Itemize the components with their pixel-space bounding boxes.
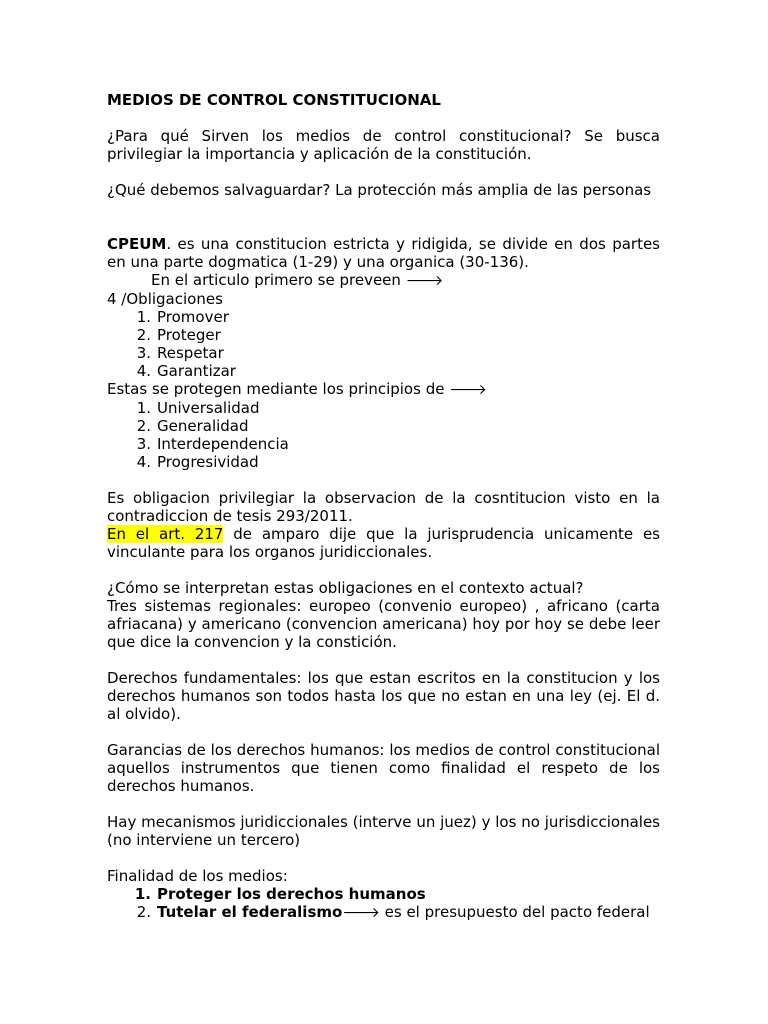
list-item [107, 885, 660, 903]
list-item-text: Respetar [157, 344, 224, 362]
right-arrow-icon: 🡒 [405, 273, 444, 289]
paragraph-mecanismos: Hay mecanismos juridiccionales (interve un juez) y los no jurisdiccionales (no interviene un tercero) [107, 813, 660, 849]
list-item [107, 326, 660, 344]
document-title: MEDIOS DE CONTROL CONSTITUCIONAL [107, 91, 441, 109]
principios-text: Estas se protegen mediante los principios de [107, 380, 450, 398]
list-item-text: Progresividad [157, 453, 259, 471]
list-item [107, 453, 660, 471]
list-item [107, 362, 660, 380]
articulo-text: En el articulo primero se preveen [151, 271, 406, 289]
list-item [107, 344, 660, 362]
list-item-text: Proteger [157, 326, 221, 344]
list-item-text: Proteger los derechos humanos [157, 885, 426, 903]
list-item-text: Generalidad [157, 417, 249, 435]
finalidad-list [107, 885, 660, 922]
paragraph-tres-sistemas: Tres sistemas regionales: europeo (convenio europeo) , africano (carta afriacana) y americano (convencion americana) hoy por hoy se debe leer que dice la convencion y la constición. [107, 597, 660, 651]
list-number: 3. [136, 435, 151, 453]
paragraph-garancias: Garancias de los derechos humanos: los medios de control constitucional aquellos instrumentos que tienen como finalidad el respeto de los derechos humanos. [107, 741, 660, 795]
right-arrow-icon: 🡒 [449, 382, 487, 398]
list-number: 2. [136, 417, 151, 435]
paragraph-obligacion: Es obligacion privilegiar la observacion de la cosntitucion visto en la contradiccion de tesis 293/2011. [107, 489, 660, 525]
paragraph-como: ¿Cómo se interpretan estas obligaciones en el contexto actual? [107, 579, 584, 597]
paragraph-art-217 [107, 525, 660, 561]
list-item-text: Tutelar el federalismo [157, 903, 343, 921]
list-number: 4. [136, 362, 151, 380]
paragraph-que-debemos: ¿Qué debemos salvaguardar? La protección más amplia de las personas [107, 181, 652, 199]
paragraph-para-que: ¿Para qué Sirven los medios de control constitucional? Se busca privilegiar la importancia y aplicación de la constitución. [107, 127, 660, 163]
list-number: 1. [134, 885, 151, 903]
paragraph-principios [107, 380, 660, 399]
paragraph-articulo [107, 271, 660, 290]
art-217-text: de amparo dije que la jurisprudencia unicamente es vinculante para los organos juridiccionales. [107, 525, 660, 561]
list-item [107, 417, 660, 435]
list-number: 3. [136, 344, 151, 362]
highlighted-text: En el art. 217 [107, 525, 224, 543]
list-item-text: es el presupuesto del pacto federal [379, 903, 650, 921]
principios-list [107, 399, 660, 471]
list-item [107, 308, 660, 326]
list-number: 1. [136, 308, 151, 326]
list-number: 2. [136, 326, 151, 344]
list-item-text: Universalidad [157, 399, 260, 417]
list-item-text: Promover [157, 308, 229, 326]
document-body [107, 91, 660, 922]
list-item-text: Interdependencia [157, 435, 289, 453]
list-number: 1. [136, 399, 151, 417]
list-number: 4. [136, 453, 151, 471]
right-arrow-icon: 🡒 [342, 905, 380, 921]
list-item [107, 435, 660, 453]
list-number: 2. [136, 903, 151, 921]
cpeum-text: . es una constitucion estricta y ridigida, se divide en dos partes en una parte dogmatica (1-29) y una organica (30-136). [107, 235, 660, 271]
paragraph-cpeum [107, 235, 660, 271]
paragraph-derechos: Derechos fundamentales: los que estan escritos en la constitucion y los derechos humanos son todos hasta los que no estan en una ley (ej. El d. al olvido). [107, 669, 660, 723]
cpeum-label: CPEUM [107, 235, 167, 253]
list-item-text: Garantizar [157, 362, 236, 380]
obligaciones-heading: 4 /Obligaciones [107, 290, 223, 308]
finalidad-heading: Finalidad de los medios: [107, 867, 288, 885]
list-item [107, 903, 660, 922]
list-item [107, 399, 660, 417]
obligaciones-list [107, 308, 660, 380]
